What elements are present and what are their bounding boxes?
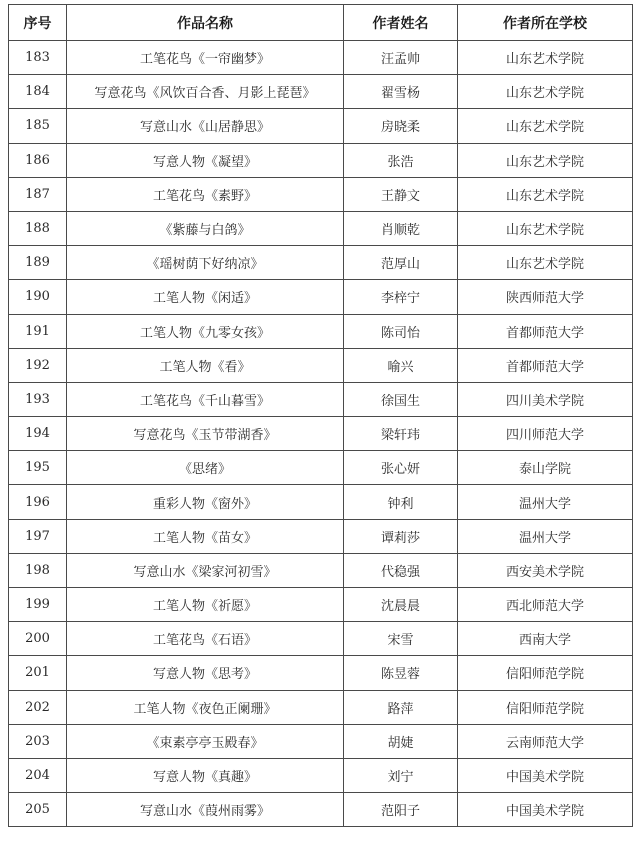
cell-title: 写意人物《思考》 (67, 656, 344, 690)
table-row (9, 724, 633, 758)
cell-school: 西安美术学院 (458, 553, 633, 587)
cell-school: 西北师范大学 (458, 588, 633, 622)
cell-title: 写意山水《葭州雨雾》 (67, 793, 344, 827)
cell-number: 186 (9, 143, 67, 177)
cell-title: 写意花鸟《风饮百合香、月影上琵琶》 (67, 75, 344, 109)
cell-author: 钟利 (344, 485, 458, 519)
cell-author: 谭莉莎 (344, 519, 458, 553)
table-row (9, 656, 633, 690)
cell-school: 山东艺术学院 (458, 246, 633, 280)
cell-author: 房晓柔 (344, 109, 458, 143)
table-row (9, 690, 633, 724)
cell-number: 185 (9, 109, 67, 143)
cell-school: 首都师范大学 (458, 348, 633, 382)
cell-title: 《束素亭亭玉殿春》 (67, 724, 344, 758)
cell-number: 193 (9, 382, 67, 416)
cell-number: 187 (9, 177, 67, 211)
cell-school: 信阳师范学院 (458, 690, 633, 724)
cell-author: 陈司怡 (344, 314, 458, 348)
cell-title: 工笔花鸟《一帘幽梦》 (67, 41, 344, 75)
cell-title: 工笔人物《九零女孩》 (67, 314, 344, 348)
table-row (9, 211, 633, 245)
cell-title: 工笔花鸟《千山暮雪》 (67, 382, 344, 416)
cell-author: 张浩 (344, 143, 458, 177)
table-row (9, 553, 633, 587)
cell-author: 路萍 (344, 690, 458, 724)
cell-title: 《思绪》 (67, 451, 344, 485)
table-row (9, 382, 633, 416)
cell-school: 四川师范大学 (458, 417, 633, 451)
cell-title: 工笔人物《闲适》 (67, 280, 344, 314)
cell-number: 196 (9, 485, 67, 519)
cell-author: 陈昱蓉 (344, 656, 458, 690)
table-row (9, 246, 633, 280)
table-row (9, 758, 633, 792)
cell-number: 201 (9, 656, 67, 690)
table-row (9, 519, 633, 553)
table-row (9, 143, 633, 177)
cell-number: 198 (9, 553, 67, 587)
cell-school: 山东艺术学院 (458, 75, 633, 109)
header-title: 作品名称 (67, 5, 344, 41)
cell-title: 写意山水《梁家河初雪》 (67, 553, 344, 587)
table-row (9, 314, 633, 348)
table-header-row (9, 5, 633, 41)
cell-author: 王静文 (344, 177, 458, 211)
table-row (9, 348, 633, 382)
cell-author: 肖顺乾 (344, 211, 458, 245)
cell-number: 191 (9, 314, 67, 348)
cell-title: 工笔人物《祈愿》 (67, 588, 344, 622)
cell-title: 写意人物《真趣》 (67, 758, 344, 792)
table-row (9, 588, 633, 622)
table-row (9, 485, 633, 519)
cell-number: 195 (9, 451, 67, 485)
cell-number: 188 (9, 211, 67, 245)
cell-author: 代稳强 (344, 553, 458, 587)
cell-title: 工笔人物《夜色正阑珊》 (67, 690, 344, 724)
cell-author: 刘宁 (344, 758, 458, 792)
cell-school: 温州大学 (458, 485, 633, 519)
cell-title: 写意人物《凝望》 (67, 143, 344, 177)
cell-author: 汪孟帅 (344, 41, 458, 75)
cell-title: 《紫藤与白鸽》 (67, 211, 344, 245)
cell-author: 李梓宁 (344, 280, 458, 314)
table-row (9, 280, 633, 314)
cell-school: 首都师范大学 (458, 314, 633, 348)
header-school: 作者所在学校 (458, 5, 633, 41)
cell-title: 工笔花鸟《石语》 (67, 622, 344, 656)
cell-school: 山东艺术学院 (458, 143, 633, 177)
cell-title: 《瑶树荫下好纳凉》 (67, 246, 344, 280)
cell-author: 范厚山 (344, 246, 458, 280)
cell-number: 202 (9, 690, 67, 724)
cell-author: 徐国生 (344, 382, 458, 416)
cell-title: 工笔花鸟《素野》 (67, 177, 344, 211)
cell-school: 云南师范大学 (458, 724, 633, 758)
cell-author: 胡婕 (344, 724, 458, 758)
cell-title: 写意花鸟《玉节带湖香》 (67, 417, 344, 451)
cell-number: 197 (9, 519, 67, 553)
cell-school: 温州大学 (458, 519, 633, 553)
cell-school: 西南大学 (458, 622, 633, 656)
artwork-roster-table (8, 4, 633, 827)
cell-author: 张心妍 (344, 451, 458, 485)
cell-number: 199 (9, 588, 67, 622)
cell-author: 范阳子 (344, 793, 458, 827)
cell-number: 205 (9, 793, 67, 827)
cell-school: 中国美术学院 (458, 793, 633, 827)
cell-school: 泰山学院 (458, 451, 633, 485)
cell-school: 山东艺术学院 (458, 109, 633, 143)
cell-author: 宋雪 (344, 622, 458, 656)
table-row (9, 451, 633, 485)
cell-school: 山东艺术学院 (458, 41, 633, 75)
table-row (9, 622, 633, 656)
table-row (9, 417, 633, 451)
cell-number: 190 (9, 280, 67, 314)
cell-author: 喻兴 (344, 348, 458, 382)
cell-school: 山东艺术学院 (458, 177, 633, 211)
cell-number: 203 (9, 724, 67, 758)
header-number: 序号 (9, 5, 67, 41)
table-row (9, 109, 633, 143)
cell-school: 信阳师范学院 (458, 656, 633, 690)
table-row (9, 75, 633, 109)
cell-author: 翟雪杨 (344, 75, 458, 109)
table-row (9, 41, 633, 75)
cell-number: 194 (9, 417, 67, 451)
cell-number: 200 (9, 622, 67, 656)
cell-school: 山东艺术学院 (458, 211, 633, 245)
cell-author: 沈晨晨 (344, 588, 458, 622)
cell-title: 写意山水《山居静思》 (67, 109, 344, 143)
table-body (9, 41, 633, 827)
cell-number: 184 (9, 75, 67, 109)
cell-number: 192 (9, 348, 67, 382)
cell-school: 中国美术学院 (458, 758, 633, 792)
cell-number: 189 (9, 246, 67, 280)
cell-number: 204 (9, 758, 67, 792)
cell-number: 183 (9, 41, 67, 75)
cell-title: 工笔人物《看》 (67, 348, 344, 382)
cell-title: 工笔人物《苗女》 (67, 519, 344, 553)
table-row (9, 793, 633, 827)
cell-school: 陕西师范大学 (458, 280, 633, 314)
cell-title: 重彩人物《窗外》 (67, 485, 344, 519)
cell-author: 梁轩玮 (344, 417, 458, 451)
cell-school: 四川美术学院 (458, 382, 633, 416)
table-row (9, 177, 633, 211)
header-author: 作者姓名 (344, 5, 458, 41)
